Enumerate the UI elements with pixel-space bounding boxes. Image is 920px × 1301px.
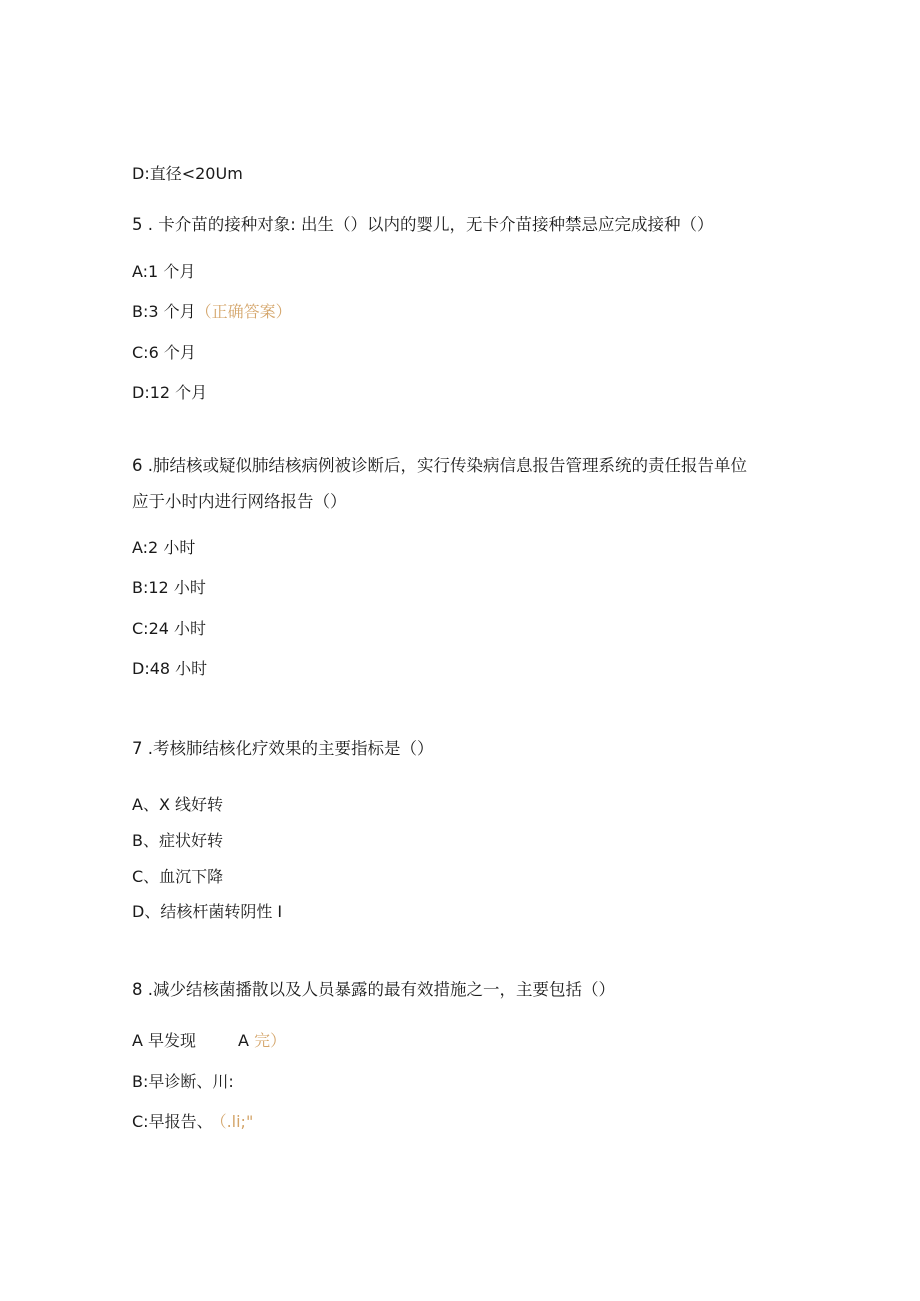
q6-question-line1: 6 .肺结核或疑似肺结核病例被诊断后，实行传染病信息报告管理系统的责任报告单位 bbox=[132, 456, 747, 475]
q5-option-c: C:6 个月 bbox=[132, 343, 196, 362]
q8-option-c: C:早报告、 bbox=[132, 1112, 213, 1131]
q8-question: 8 .减少结核菌播散以及人员暴露的最有效措施之一，主要包括（） bbox=[132, 980, 615, 999]
q7-option-b: B、症状好转 bbox=[132, 831, 223, 850]
q7-option-d: D、结核杆菌转阴性 I bbox=[132, 902, 283, 921]
q4-option-d: D:直径<20Um bbox=[132, 164, 243, 183]
q7-option-c: C、血沉下降 bbox=[132, 867, 224, 886]
q5-option-b: B:3 个月 bbox=[132, 302, 196, 321]
q8-option-a: A 早发现 bbox=[132, 1031, 197, 1050]
correct-answer-mark: （.li;" bbox=[218, 1112, 254, 1131]
q6-option-d: D:48 小时 bbox=[132, 659, 208, 678]
q8-option-c-row bbox=[132, 1111, 253, 1133]
q6-option-a: A:2 小时 bbox=[132, 538, 196, 557]
q5-option-a: A:1 个月 bbox=[132, 262, 196, 281]
q8-option-a-row bbox=[132, 1030, 286, 1052]
q8-option-a-mark-prefix: A bbox=[238, 1031, 249, 1050]
q6-question-line2: 应于小时内进行网络报告（） bbox=[132, 492, 347, 511]
q5-option-d: D:12 个月 bbox=[132, 383, 208, 402]
q6-option-b: B:12 小时 bbox=[132, 578, 206, 597]
correct-answer-mark: 完） bbox=[254, 1031, 287, 1050]
q7-option-a: A、X 线好转 bbox=[132, 795, 223, 814]
q6-option-c: C:24 小时 bbox=[132, 619, 207, 638]
q7-question: 7 .考核肺结核化疗效果的主要指标是（） bbox=[132, 739, 434, 758]
q5-question: 5 . 卡介苗的接种对象: 出生（）以内的婴儿，无卡介苗接种禁忌应完成接种（） bbox=[132, 215, 714, 234]
correct-answer-mark: （正确答案） bbox=[195, 302, 292, 321]
q8-option-b: B:早诊断、川: bbox=[132, 1072, 234, 1091]
q5-option-b-row bbox=[132, 301, 292, 323]
